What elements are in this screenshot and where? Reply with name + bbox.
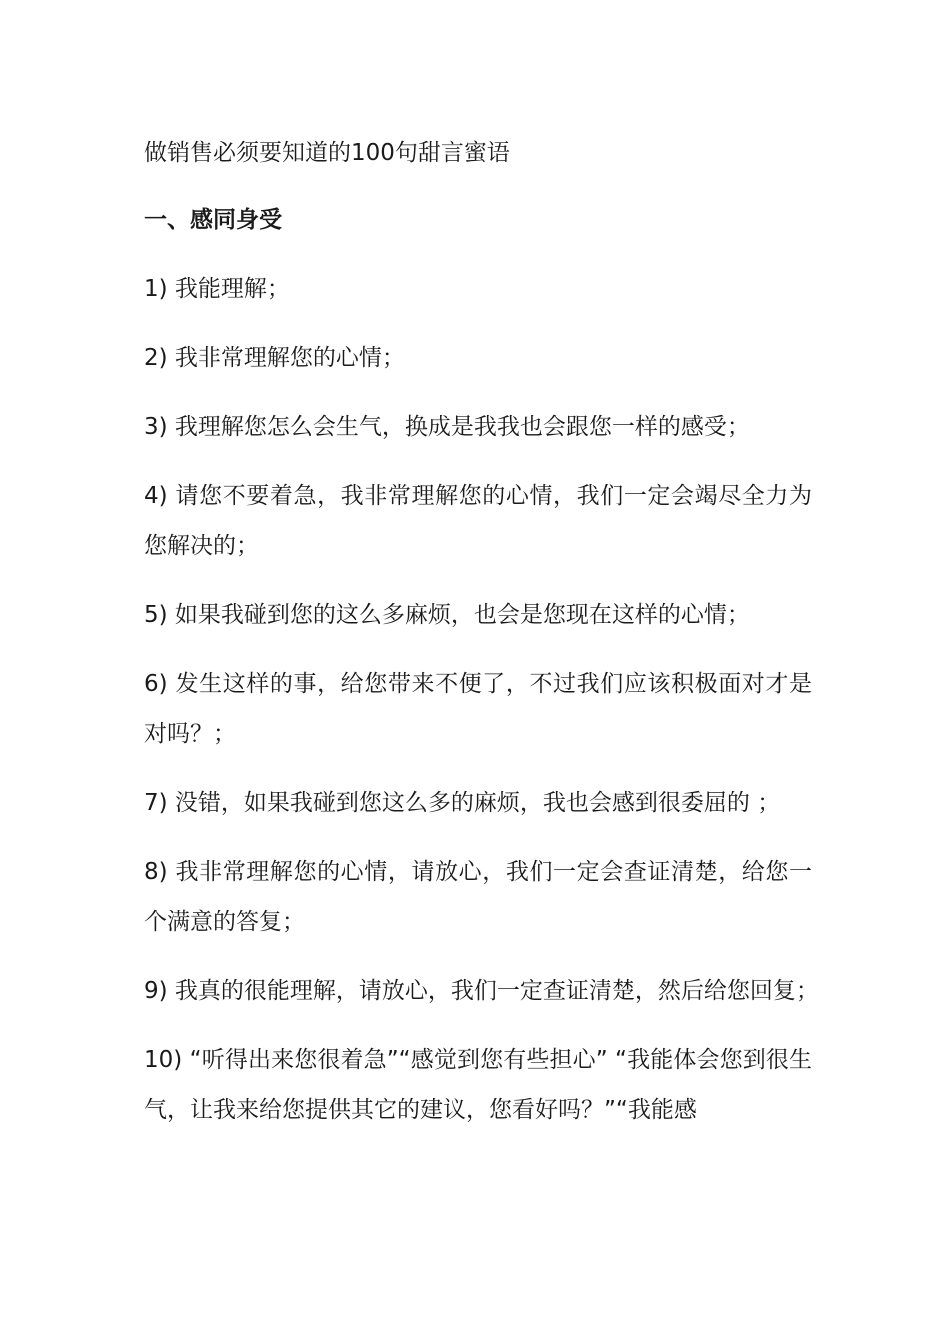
section-heading: 一、感同身受 [144,207,282,233]
document-title: 做销售必须要知道的100句甜言蜜语 [144,140,510,166]
list-item: 4) 请您不要着急，我非常理解您的心情，我们一定会竭尽全力为您解决的； [144,483,812,559]
list-item: 1) 我能理解； [144,276,290,302]
list-item: 3) 我理解您怎么会生气，换成是我我也会跟您一样的感受； [144,414,750,440]
list-item: 9) 我真的很能理解，请放心，我们一定查证清楚，然后给您回复； [144,978,819,1004]
list-item: 10) “听得出来您很着急”“感觉到您有些担心” “我能体会您到很生气，让我来给您提供其它的建议，您看好吗？”“我能感 [144,1047,812,1123]
list-item: 7) 没错，如果我碰到您这么多的麻烦，我也会感到很委屈的 ； [144,790,781,816]
list-item: 6) 发生这样的事，给您带来不便了，不过我们应该积极面对才是对吗？； [144,671,812,747]
document-page [144,128,819,1154]
list-item: 5) 如果我碰到您的这么多麻烦，也会是您现在这样的心情； [144,602,750,628]
list-item: 2) 我非常理解您的心情； [144,345,405,371]
list-item: 8) 我非常理解您的心情，请放心，我们一定会查证清楚，给您一个满意的答复； [144,859,812,935]
